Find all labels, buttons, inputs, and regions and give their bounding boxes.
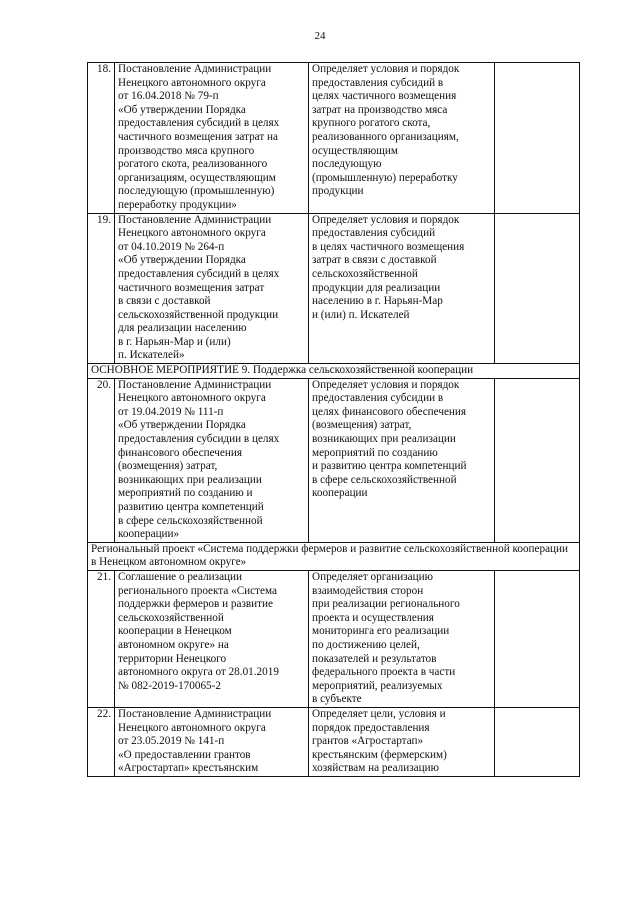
table-row [88,570,580,707]
document-title: Постановление Администрации Ненецкого автономного округа от 19.04.2019 № 111-п «Об утверждении Порядка предоставления субсидии в целях финансового обеспечения (возмещения) затрат, возникающих при реализации мероприятий по созданию и развитию центра компетенций в сфере сельскохозяйственной кооперации» [115,378,309,542]
page-number: 24 [314,30,326,42]
table-row [88,213,580,364]
empty-cell [495,570,580,707]
empty-cell [495,707,580,776]
table-row [88,707,580,776]
document-title: Постановление Администрации Ненецкого автономного округа от 04.10.2019 № 264-п «Об утверждении Порядка предоставления субсидий в целях частичного возмещения затрат в связи с доставкой сельскохозяйственной продукции для реализации населению в г. Нарьян-Мар и (или) п. Искателей» [115,213,309,364]
section-heading-regional-project: Региональный проект «Система поддержки фермеров и развитие сельскохозяйственной кооперации в Ненецком автономном округе» [88,542,580,570]
document-title: Соглашение о реализации регионального проекта «Система поддержки фермеров и развитие сельскохозяйственной кооперации в Ненецком автономном округе» на территории Ненецкого автономного округа от 28.01.2019 № 082-2019-170065-2 [115,570,309,707]
section-row [88,542,580,570]
table-row [88,378,580,542]
empty-cell [495,63,580,214]
document-title: Постановление Администрации Ненецкого автономного округа от 16.04.2018 № 79-п «Об утверждении Порядка предоставления субсидий в целях частичного возмещения затрат на производство мяса крупного рогатого скота, реализованного организациям, осуществляющим последующую (промышленную) переработку продукции» [115,63,309,214]
document-purpose: Определяет условия и порядок предоставления субсидий в целях частичного возмещения затрат в связи с доставкой сельскохозяйственной продукции для реализации населению в г. Нарьян-Мар и (или) п. Искателей [309,213,495,364]
document-title: Постановление Администрации Ненецкого автономного округа от 23.05.2019 № 141-п «О предоставлении грантов «Агростартап» крестьянским [115,707,309,776]
empty-cell [495,378,580,542]
document-purpose: Определяет цели, условия и порядок предоставления грантов «Агростартап» крестьянским (фермерским) хозяйствам на реализацию [309,707,495,776]
row-number: 21. [88,570,115,707]
row-number: 18. [88,63,115,214]
document-purpose: Определяет условия и порядок предоставления субсидии в целях финансового обеспечения (возмещения) затрат, возникающих при реализации мероприятий по созданию и развитию центра компетенций в сфере сельскохозяйственной кооперации [309,378,495,542]
table-row [88,63,580,214]
document-purpose: Определяет условия и порядок предоставления субсидий в целях частичного возмещения затрат на производство мяса крупного рогатого скота, реализованного организациям, осуществляющим последующую (промышленную) переработку продукции [309,63,495,214]
row-number: 19. [88,213,115,364]
document-purpose: Определяет организацию взаимодействия сторон при реализации регионального проекта и осуществления мониторинга его реализации по достижению целей, показателей и результатов федерального проекта в части мероприятий, реализуемых в субъекте [309,570,495,707]
empty-cell [495,213,580,364]
row-number: 20. [88,378,115,542]
row-number: 22. [88,707,115,776]
section-row [88,364,580,379]
regulations-table [87,62,580,777]
section-heading-main-9: ОСНОВНОЕ МЕРОПРИЯТИЕ 9. Поддержка сельскохозяйственной кооперации [88,364,580,379]
